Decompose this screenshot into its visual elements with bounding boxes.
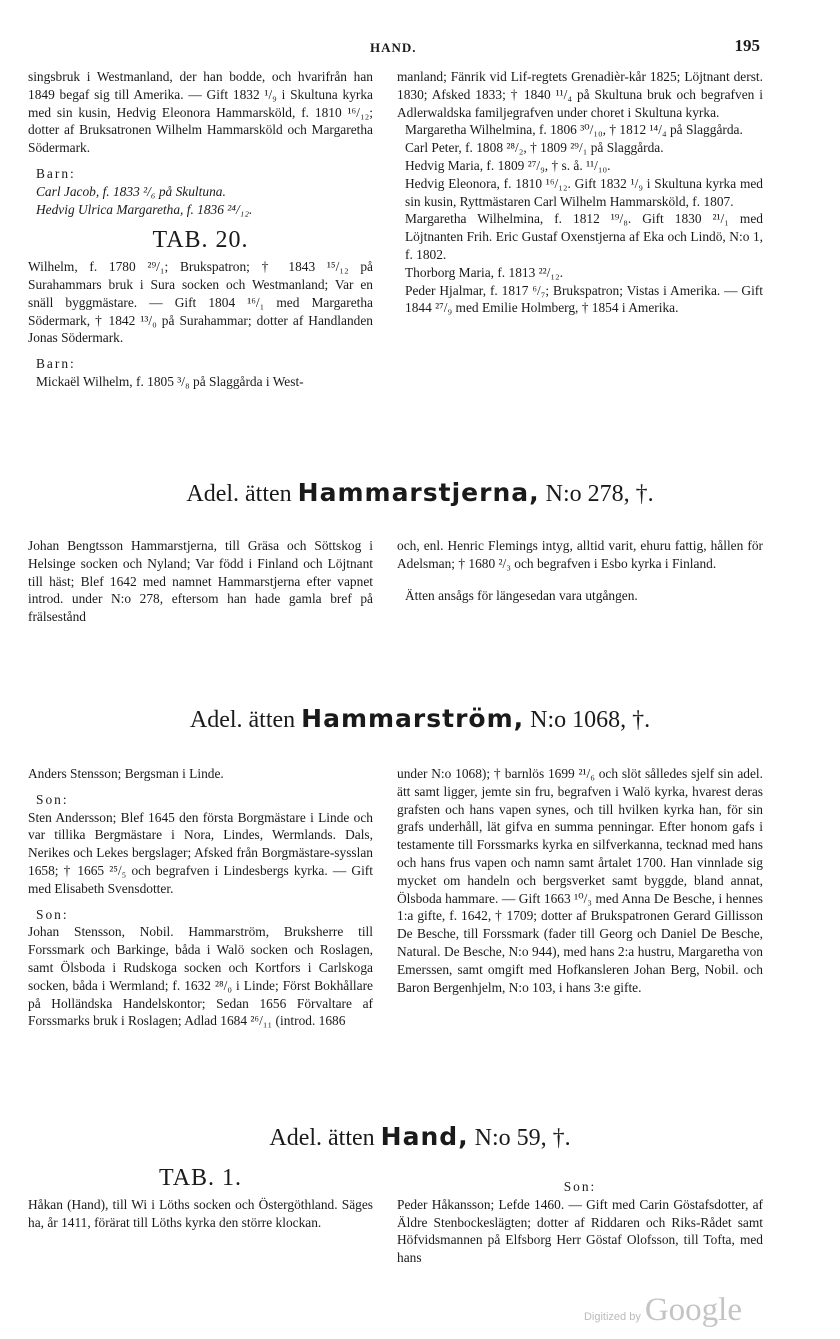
- child-entry: Hedvig Maria, f. 1809 ²⁷/₉, † s. å. ¹¹/₁₀.: [405, 157, 611, 173]
- family-name: Hammarström,: [301, 704, 525, 733]
- tab-heading: TAB. 1.: [158, 1165, 243, 1191]
- entry-paragraph: Johan Bengtsson Hammarstjerna, till Gräsa och Söttskog i Helsinge socken och Nyland; Var född i Finland och Löjtnant till häst; Blef 1642 med namnet Hammarstjerna efter vapnet introd. under N:o 278, eftersom han hade gamla bref på frälsestånd: [28, 538, 373, 625]
- section1-left-column: [28, 537, 373, 626]
- top-left-column: [28, 68, 373, 391]
- entry-paragraph: Sten Andersson; Blef 1645 den första Borgmästare i Linde och var tillika Bergmästare i Nora, Lindes, Wermlands. Dals, Nerikes och Lekes bergslager; Afsked från Borgmästare-sysslan 1658; † 1665 ²⁵/₅ och begrafven i Lindesbergs kyrka. — Gift med Elisabeth Svensdotter.: [28, 809, 373, 896]
- child-entry: Thorborg Maria, f. 1813 ²²/₁₂.: [405, 264, 564, 280]
- heading-suffix: N:o 59, †.: [474, 1125, 571, 1151]
- running-head: [0, 36, 840, 60]
- section3-left-column: [28, 1165, 373, 1231]
- entry-paragraph: Peder Håkansson; Lefde 1460. — Gift med Carin Göstafsdotter, af Äldre Stenbockeslägten; dotter af Riddaren och Riks-Rådet samt Höfvidsmannen på Elfsborg Herr Göstaf Olofsson, till Tofta, med hans: [397, 1196, 763, 1266]
- child-entry: Mickaël Wilhelm, f. 1805 ³/₈ på Slaggårda i West-: [36, 373, 304, 389]
- google-logo: Google: [644, 1292, 742, 1328]
- section3-right-column: [397, 1178, 763, 1267]
- child-entry: Carl Peter, f. 1808 ²⁸/₂, † 1809 ²⁹/₁ på Slaggårda.: [405, 140, 664, 156]
- family-name: Hand,: [380, 1122, 469, 1151]
- heading-prefix: Adel. ätten: [269, 1125, 375, 1151]
- section2-right-column: [397, 765, 763, 996]
- son-label: Son:: [563, 1179, 597, 1194]
- son-label: Son:: [36, 906, 69, 922]
- page-number: 195: [734, 36, 760, 55]
- extinction-note: Ätten ansågs för längesedan vara utgången.: [405, 587, 638, 603]
- son-label: Son:: [36, 791, 69, 807]
- heading-suffix: N:o 1068, †.: [530, 707, 651, 733]
- child-entry: Peder Hjalmar, f. 1817 ⁶/₇; Brukspatron; Vistas i Amerika. — Gift 1844 ²⁷/₉ med Emilie Holmberg, † 1854 i Amerika.: [405, 282, 763, 316]
- heading-prefix: Adel. ätten: [189, 707, 296, 733]
- continuation-paragraph: manland; Fänrik vid Lif-regtets Grenadièr-kår 1825; Löjtnant derst. 1830; Afsked 1833; † 1840 ¹¹/₄ på Skultuna bruk och begrafven i Adlerwaldska familjegrafven under choret i Skultuna kyrka.: [397, 69, 763, 120]
- child-entry: Carl Jacob, f. 1833 ²/₆ på Skultuna.: [36, 183, 226, 199]
- tab-heading: TAB. 20.: [152, 227, 249, 254]
- entry-paragraph: Anders Stensson; Bergsman i Linde.: [28, 766, 224, 781]
- family-name: Hammarstjerna,: [297, 478, 540, 507]
- barn-label: Barn:: [36, 165, 76, 181]
- entry-paragraph: Wilhelm, f. 1780 ²⁹/₁; Brukspatron; † 1843 ¹⁵/₁₂ på Surahammars bruk i Sura socken och Westmanland; Var en snäll byggmästare. — Gift 1804 ¹⁶/₁ med Margaretha Södermark, † 1842 ¹³/₀ på Surahammar; dotter af Handlanden Jonas Södermark.: [28, 259, 373, 346]
- entry-paragraph: under N:o 1068); † barnlös 1699 ²¹/₆ och slöt sålledes sjelf sin adel. ätt samt ligger, jemte sin fru, begrafven i Walö kyrka, hvarest deras grafsten och hans vapen synes, och till hvilken kyrka han, för sin grafs underhåll, lät gifva en summa penningar. Efter honom gafs i testamente till Forssmarks kyrka en silfverkanna, tecknad med hans och hans frus vapen och namn samt årtalet 1700. Han vinnlade sig mycket om handeln och bergsverket samt byggde, bland annat, Ölsboda hammare. — Gift 1663 ¹⁰/₃ med Anna De Besche, i hennes 1:a gifte, f. 1642, † 1709; dotter af Brukspatronen Gerard Gillisson De Besche, till Forssmark (fader till Georg och Daniel De Besche, Natural. De Besche, N:o 944), med hans 2:a hustru, Margaretha von Emerssen, samt omgift med Hofkansleren Johan Berg, Nobil. och Baron Bergenhjelm, N:o 103, i hans 3:e gifte.: [397, 766, 763, 995]
- family-heading-hand: [0, 1122, 840, 1152]
- entry-paragraph: Håkan (Hand), till Wi i Löths socken och Östergöthland. Säges ha, år 1411, förärat till Löths kyrka den större klockan.: [28, 1196, 373, 1230]
- section1-right-column: [397, 537, 763, 604]
- child-entry: Hedvig Ulrica Margaretha, f. 1836 ²⁴/₁₂.: [36, 201, 253, 217]
- running-title: HAND.: [370, 40, 417, 55]
- barn-label: Barn:: [36, 356, 76, 372]
- watermark-prefix: Digitized by: [583, 1311, 641, 1323]
- google-watermark: [584, 1292, 742, 1329]
- entry-paragraph: Johan Stensson, Nobil. Hammarström, Bruksherre till Forssmark och Barkinge, båda i Walö socken och Roslagen, samt Ölsboda i Rudskoga socken och Kortfors i Carlskoga socken, båda i Wermland; f. 1632 ²⁸/₀ i Linde; Först Bokhållare på Holländska Handelskontor; Sedan 1656 Förvaltare af Forssmarks bruk i Roslagen; Adlad 1684 ²⁶/₁₁ (introd. 1686: [28, 924, 373, 1029]
- section2-left-column: [28, 765, 373, 1030]
- continuation-paragraph: singsbruk i Westmanland, der han bodde, och hvarifrån han 1849 begaf sig till Amerika. — Gift 1832 ¹/₉ i Skultuna kyrka med sin kusin, Hedvig Eleonora Hammarsköld, f. 1810 ¹⁶/₁₂; dotter af Bruksatronen Wilhelm Hammarsköld och Margaretha Södermark.: [28, 69, 373, 156]
- top-right-column: [397, 68, 763, 317]
- child-entry: Hedvig Eleonora, f. 1810 ¹⁶/₁₂. Gift 1832 ¹/₉ i Skultuna kyrka med sin kusin, Ryttmästaren Carl Wilhelm Hammarsköld, f. 1807.: [405, 175, 763, 209]
- heading-suffix: N:o 278, †.: [545, 481, 654, 507]
- family-heading-hammarstrom: [0, 704, 840, 734]
- family-heading-hammarstjerna: [0, 478, 840, 508]
- child-entry: Margaretha Wilhelmina, f. 1812 ¹⁹/₈. Gift 1830 ²¹/₁ med Löjtnanten Frih. Eric Gustaf Oxenstjerna af Eka och Lindö, N:o 1, f. 1802.: [405, 211, 763, 262]
- heading-prefix: Adel. ätten: [186, 481, 292, 507]
- child-entry: Margaretha Wilhelmina, f. 1806 ³⁰/₁₀, † 1812 ¹⁴/₄ på Slaggårda.: [405, 122, 743, 138]
- entry-paragraph: och, enl. Henric Flemings intyg, alltid varit, ehuru fattig, hållen för Adelsman; † 1680 ²/₃ och begrafven i Esbo kyrka i Finland.: [397, 538, 763, 571]
